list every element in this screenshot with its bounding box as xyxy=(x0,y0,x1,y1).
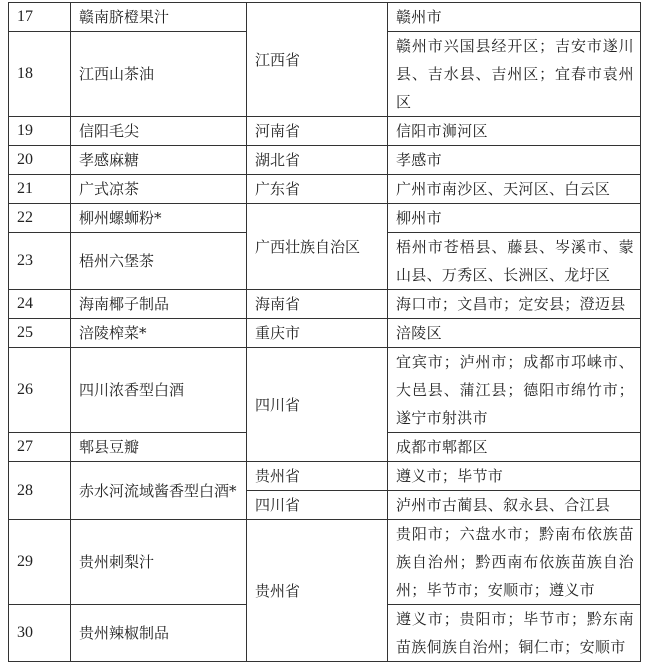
province: 湖北省 xyxy=(247,146,388,175)
province: 重庆市 xyxy=(247,319,388,348)
table-row xyxy=(9,348,641,433)
production-area: 赣州市 xyxy=(388,3,641,32)
production-area: 贵阳市；六盘水市；黔南布依族苗族自治州；黔西南布依族苗族自治州；毕节市；安顺市；遵义市 xyxy=(388,520,641,605)
production-area: 涪陵区 xyxy=(388,319,641,348)
table-row xyxy=(9,290,641,319)
row-number: 25 xyxy=(9,319,71,348)
production-area: 赣州市兴国县经开区；吉安市遂川县、吉水县、吉州区；宜春市袁州区 xyxy=(388,32,641,117)
table-row xyxy=(9,204,641,233)
province: 广东省 xyxy=(247,175,388,204)
product-name: 广式凉茶 xyxy=(71,175,247,204)
production-area: 柳州市 xyxy=(388,204,641,233)
row-number: 22 xyxy=(9,204,71,233)
row-number: 26 xyxy=(9,348,71,433)
production-area: 梧州市苍梧县、藤县、岑溪市、蒙山县、万秀区、长洲区、龙圩区 xyxy=(388,233,641,290)
product-name: 海南椰子制品 xyxy=(71,290,247,319)
table-row xyxy=(9,3,641,32)
product-name: 四川浓香型白酒 xyxy=(71,348,247,433)
province: 贵州省 xyxy=(247,520,388,662)
table-row xyxy=(9,175,641,204)
province: 海南省 xyxy=(247,290,388,319)
product-name: 梧州六堡茶 xyxy=(71,233,247,290)
production-area: 孝感市 xyxy=(388,146,641,175)
production-area: 遵义市；毕节市 xyxy=(388,462,641,491)
product-name: 郫县豆瓣 xyxy=(71,433,247,462)
row-number: 29 xyxy=(9,520,71,605)
product-name: 信阳毛尖 xyxy=(71,117,247,146)
production-area: 广州市南沙区、天河区、白云区 xyxy=(388,175,641,204)
product-name: 贵州辣椒制品 xyxy=(71,605,247,662)
production-area: 泸州市古蔺县、叙永县、合江县 xyxy=(388,491,641,520)
row-number: 17 xyxy=(9,3,71,32)
row-number: 19 xyxy=(9,117,71,146)
production-area: 宜宾市；泸州市；成都市邛崃市、大邑县、蒲江县；德阳市绵竹市；遂宁市射洪市 xyxy=(388,348,641,433)
table-row xyxy=(9,319,641,348)
production-area: 海口市；文昌市；定安县；澄迈县 xyxy=(388,290,641,319)
province: 贵州省 xyxy=(247,462,388,491)
production-area: 信阳市浉河区 xyxy=(388,117,641,146)
table-row xyxy=(9,117,641,146)
row-number: 18 xyxy=(9,32,71,117)
product-name: 赤水河流域酱香型白酒* xyxy=(71,462,247,520)
province: 江西省 xyxy=(247,3,388,117)
product-name: 贵州刺梨汁 xyxy=(71,520,247,605)
row-number: 28 xyxy=(9,462,71,520)
row-number: 20 xyxy=(9,146,71,175)
production-area: 遵义市；贵阳市；毕节市；黔东南苗族侗族自治州；铜仁市；安顺市 xyxy=(388,605,641,662)
province: 四川省 xyxy=(247,491,388,520)
row-number: 30 xyxy=(9,605,71,662)
row-number: 24 xyxy=(9,290,71,319)
product-name: 柳州螺蛳粉* xyxy=(71,204,247,233)
row-number: 23 xyxy=(9,233,71,290)
product-name: 江西山茶油 xyxy=(71,32,247,117)
table-row xyxy=(9,146,641,175)
province: 四川省 xyxy=(247,348,388,462)
table-row xyxy=(9,520,641,605)
table-row xyxy=(9,462,641,491)
province: 广西壮族自治区 xyxy=(247,204,388,290)
province: 河南省 xyxy=(247,117,388,146)
production-area: 成都市郫都区 xyxy=(388,433,641,462)
product-name: 赣南脐橙果汁 xyxy=(71,3,247,32)
product-name: 孝感麻糖 xyxy=(71,146,247,175)
row-number: 27 xyxy=(9,433,71,462)
product-name: 涪陵榨菜* xyxy=(71,319,247,348)
gi-products-table xyxy=(8,2,641,662)
row-number: 21 xyxy=(9,175,71,204)
